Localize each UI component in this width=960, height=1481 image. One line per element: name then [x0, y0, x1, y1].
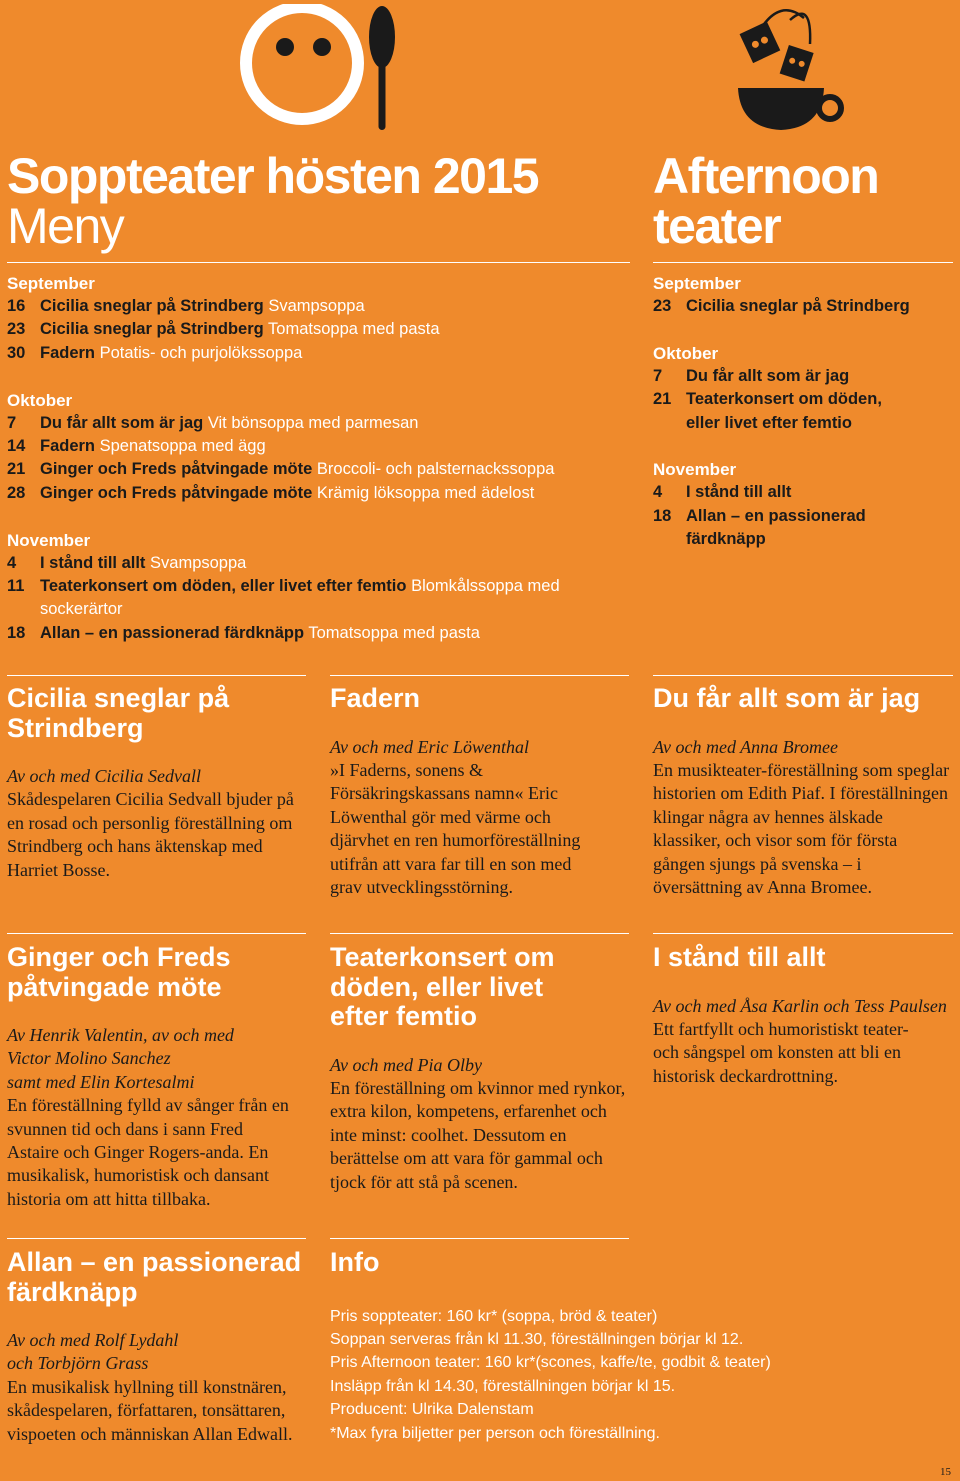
- info-heading: Info: [330, 1247, 380, 1277]
- soup-name: Potatis- och purjolökssoppa: [99, 343, 303, 362]
- divider: [7, 933, 306, 934]
- afternoon-schedule: [653, 272, 933, 552]
- show-credits: Av och med Åsa Karlin och Tess Paulsen: [653, 995, 947, 1016]
- show-credits: Av och med Cicilia Sedvall: [7, 766, 201, 786]
- show-description: En föreställning om kvinnor med rynkor, extra kilon, kompetens, erfarenhet och inte minst: coolhet. Dessutom en berättelse om att vara för gammal och tjock för att stå på scenen.: [330, 1077, 626, 1192]
- show-title: I stånd till allt: [686, 483, 792, 502]
- show-credits: Av och med Eric Löwenthal: [330, 736, 529, 757]
- show-title: Cicilia sneglar på Strindberg: [686, 297, 910, 315]
- show-title: Teaterkonsert om döden, eller livet efter femtio: [40, 577, 407, 596]
- schedule-row: [653, 388, 901, 435]
- face-spoon-icon: [238, 4, 398, 132]
- soup-name: Svampsoppa: [268, 297, 365, 315]
- show-heading: Fadern: [330, 683, 421, 713]
- divider: [653, 262, 953, 263]
- teacup-teabags-icon: [730, 4, 850, 134]
- info-line: Insläpp från kl 14.30, föreställningen börjar kl 15.: [330, 1377, 676, 1395]
- soup-menu-title: Soppteater hösten 2015: [7, 148, 539, 204]
- show-credits: och Torbjörn Grass: [7, 1353, 149, 1374]
- divider: [653, 933, 953, 934]
- show-credits: Av Henrik Valentin, av och med: [7, 1025, 234, 1045]
- date: 4: [653, 483, 663, 502]
- schedule-row: [7, 552, 637, 575]
- afternoon-title-line1: Afternoon: [653, 148, 879, 204]
- info-line: *Max fyra biljetter per person och föreställning.: [330, 1424, 660, 1442]
- schedule-row: [7, 318, 637, 341]
- date: 18: [7, 623, 26, 642]
- show-title: Du får allt som är jag: [40, 413, 204, 432]
- page-number: 15: [940, 1466, 951, 1478]
- soup-name: Spenatsoppa med ägg: [99, 437, 266, 456]
- month-heading: November: [7, 530, 91, 550]
- show-title: I stånd till allt: [40, 553, 146, 572]
- schedule-row: [7, 482, 637, 505]
- show-title: Allan – en passionerad färdknäpp: [40, 623, 305, 642]
- show-card: [330, 684, 625, 899]
- show-heading: Du får allt som är jag: [653, 683, 921, 713]
- schedule-row: [7, 575, 560, 622]
- show-card: [7, 943, 307, 1211]
- date: 16: [7, 297, 26, 315]
- show-title: Cicilia sneglar på Strindberg: [40, 320, 264, 339]
- show-heading: Allan – en passionerad färdknäpp: [7, 1247, 302, 1307]
- schedule-row: [653, 295, 933, 318]
- date: 7: [653, 366, 663, 385]
- date: 23: [653, 297, 672, 315]
- date: 23: [7, 320, 26, 339]
- show-description: En musikteater-föreställning som speglar historien om Edith Piaf. I föreställningen klingar några av hennes älskade klassiker, och visor som för första gången sjungs på svenska – i översättning av Anna Bromee.: [653, 759, 950, 897]
- show-description: En föreställning fylld av sånger från en svunnen tid och dans i sann Fred Astaire och Ginger Rogers-anda. En musikalisk, humoristisk och dansant historia om att hitta tillbaka.: [7, 1095, 289, 1209]
- soup-name: Vit bönsoppa med parmesan: [207, 413, 419, 432]
- show-heading: I stånd till allt: [653, 942, 826, 972]
- month-heading: Oktober: [653, 343, 719, 363]
- schedule-row: [7, 458, 637, 481]
- soup-name: Broccoli- och palsternackssoppa: [316, 460, 555, 479]
- show-title: Ginger och Freds påtvingade möte: [40, 460, 313, 479]
- show-title: Cicilia sneglar på Strindberg: [40, 297, 264, 315]
- schedule-row: [653, 481, 933, 504]
- soup-name: Krämig löksoppa med ädelost: [316, 483, 535, 502]
- soup-name: Tomatsoppa med pasta: [268, 320, 440, 339]
- soup-schedule: [7, 272, 637, 645]
- show-card: [653, 943, 953, 1088]
- show-credits: Av och med Anna Bromee: [653, 736, 838, 757]
- soup-name: Blomkålssoppa med sockerärtor: [40, 577, 560, 619]
- date: 18: [653, 506, 672, 525]
- month-heading: September: [7, 274, 95, 293]
- schedule-row: [7, 295, 637, 318]
- schedule-row: [7, 622, 637, 645]
- divider: [653, 675, 953, 676]
- info-line: Pris soppteater: 160 kr* (soppa, bröd & teater): [330, 1307, 658, 1325]
- show-credits: Av och med Rolf Lydahl: [7, 1330, 179, 1350]
- show-credits: Av och med Pia Olby: [330, 1054, 482, 1075]
- divider: [7, 1238, 306, 1239]
- show-description: En musikalisk hyllning till konstnären, skådespelaren, författaren, tonsättaren, vispoeten och människan Allan Edwall.: [7, 1376, 293, 1444]
- date: 21: [653, 390, 672, 409]
- divider: [330, 933, 629, 934]
- soup-name: Tomatsoppa med pasta: [308, 623, 480, 642]
- date: 28: [7, 483, 26, 502]
- schedule-row: [7, 342, 637, 365]
- info-line: Producent: Ulrika Dalenstam: [330, 1401, 534, 1419]
- show-heading: Cicilia sneglar på Strindberg: [7, 683, 230, 743]
- info-line: Pris Afternoon teater: 160 kr*(scones, kaffe/te, godbit & teater): [330, 1354, 771, 1372]
- date: 21: [7, 460, 26, 479]
- info-section: [330, 1248, 810, 1445]
- show-credits: Victor Molino Sanchez: [7, 1048, 171, 1069]
- month-heading: September: [653, 274, 741, 293]
- show-credits: samt med Elin Kortesalmi: [7, 1071, 195, 1092]
- show-title: Fadern: [40, 343, 96, 362]
- divider: [330, 1238, 629, 1239]
- date: 4: [7, 553, 17, 572]
- show-card: [653, 684, 953, 899]
- soup-name: Svampsoppa: [150, 553, 247, 572]
- divider: [330, 675, 629, 676]
- show-title: Ginger och Freds påtvingade möte: [40, 483, 313, 502]
- month-heading: Oktober: [7, 390, 73, 410]
- info-line: Soppan serveras från kl 11.30, föreställningen börjar kl 12.: [330, 1330, 744, 1348]
- schedule-row: [7, 435, 637, 458]
- show-description: »I Faderns, sonens & Försäkringskassans namn« Eric Löwenthal gör med värme och djärvhet en ren humorföreställning utifrån att vara far till en son med grav utvecklingsstörning.: [330, 759, 581, 897]
- show-description: Skådespelaren Cicilia Sedvall bjuder på en rosad och personlig föreställning om Strindberg och hans äktenskap med Harriet Bosse.: [7, 789, 294, 880]
- show-description: Ett fartfyllt och humoristiskt teater- och sångspel om konsten att bli en historisk deckardrottning.: [653, 1018, 909, 1086]
- schedule-row: [7, 412, 637, 435]
- show-card: [330, 943, 630, 1194]
- month-heading: November: [653, 460, 737, 480]
- show-title: Allan – en passionerad färdknäpp: [686, 506, 866, 549]
- divider: [7, 675, 306, 676]
- divider: [7, 262, 630, 263]
- date: 11: [7, 577, 25, 596]
- soup-menu-subtitle: Meny: [7, 198, 124, 254]
- date: 14: [7, 437, 26, 456]
- show-title: Teaterkonsert om döden, eller livet efter femtio: [686, 390, 882, 432]
- schedule-row: [653, 505, 886, 552]
- show-heading: Teaterkonsert om döden, eller livet efter femtio: [330, 942, 555, 1031]
- schedule-row: [653, 365, 933, 388]
- show-heading: Ginger och Freds påtvingade möte: [7, 942, 231, 1002]
- afternoon-title-line2: teater: [653, 198, 781, 254]
- show-card: [7, 684, 307, 882]
- date: 7: [7, 413, 17, 432]
- date: 30: [7, 343, 26, 362]
- show-card: [7, 1248, 312, 1446]
- show-title: Du får allt som är jag: [686, 366, 850, 385]
- show-title: Fadern: [40, 437, 96, 456]
